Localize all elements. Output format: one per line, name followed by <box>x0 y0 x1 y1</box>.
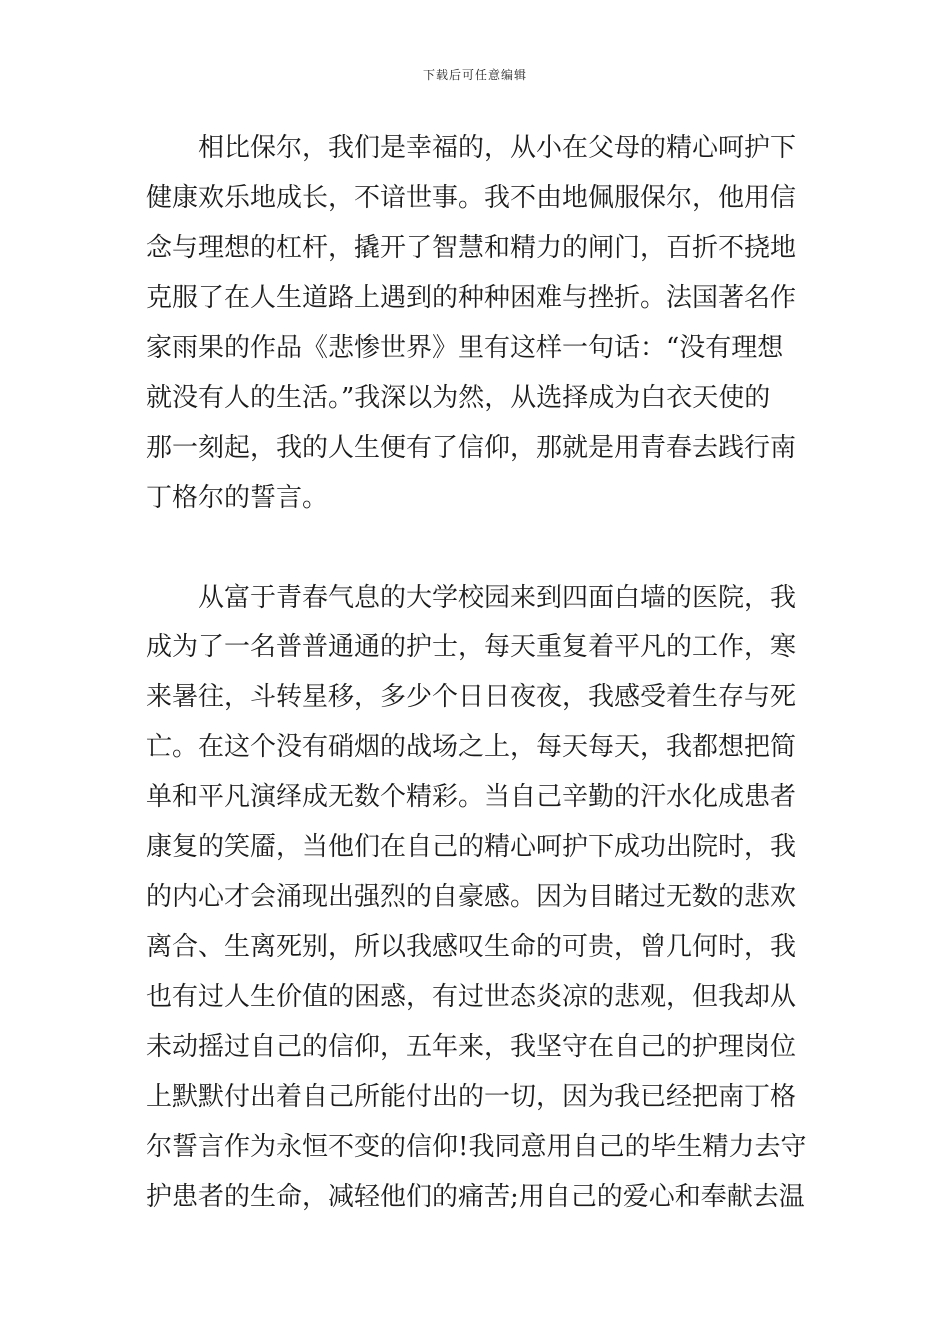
paragraph-2-line: 从富于青春气息的大学校园来到四面白墙的医院，我 <box>198 583 797 613</box>
paragraph-2-line: 来暑往，斗转星移，多少个日日夜夜，我感受着生存与死 <box>146 682 797 712</box>
paragraph-1-line: 相比保尔，我们是幸福的，从小在父母的精心呵护下 <box>198 133 797 163</box>
paragraph-1-line: 家雨果的作品《悲惨世界》里有这样一句话：“没有理想 <box>146 333 784 363</box>
paragraph-2-line: 未动摇过自己的信仰，五年来，我坚守在自己的护理岗位 <box>146 1032 797 1062</box>
paragraph-2-line: 单和平凡演绎成无数个精彩。当自己辛勤的汗水化成患者 <box>146 782 797 812</box>
page-header: 下载后可任意编辑 <box>422 68 527 82</box>
paragraph-2-line: 的内心才会涌现出强烈的自豪感。因为目睹过无数的悲欢 <box>146 882 797 912</box>
paragraph-2-line: 尔誓言作为永恒不变的信仰!我同意用自己的毕生精力去守 <box>146 1132 807 1162</box>
paragraph-1-line: 健康欢乐地成长，不谙世事。我不由地佩服保尔，他用信 <box>146 183 797 213</box>
paragraph-2-line: 上默默付出着自己所能付出的一切，因为我已经把南丁格 <box>146 1082 797 1112</box>
paragraph-1-line: 克服了在人生道路上遇到的种种困难与挫折。法国著名作 <box>146 283 797 313</box>
paragraph-1-line: 念与理想的杠杆，撬开了智慧和精力的闸门，百折不挠地 <box>146 233 797 263</box>
paragraph-2-line: 离合、生离死别，所以我感叹生命的可贵，曾几何时，我 <box>146 932 797 962</box>
paragraph-1-line: 那一刻起，我的人生便有了信仰，那就是用青春去践行南 <box>146 433 797 463</box>
paragraph-2-line: 亡。在这个没有硝烟的战场之上，每天每天，我都想把简 <box>146 732 797 762</box>
paragraph-2-line: 护患者的生命，减轻他们的痛苦;用自己的爱心和奉献去温 <box>146 1182 805 1212</box>
paragraph-2-line: 康复的笑靥，当他们在自己的精心呵护下成功出院时，我 <box>146 832 797 862</box>
paragraph-1-line: 丁格尔的誓言。 <box>146 483 329 513</box>
paragraph-2-line: 成为了一名普普通通的护士，每天重复着平凡的工作，寒 <box>146 632 797 662</box>
paragraph-2-line: 也有过人生价值的困惑，有过世态炎凉的悲观，但我却从 <box>146 982 797 1012</box>
paragraph-1-line: 就没有人的生活。”我深以为然，从选择成为白衣天使的 <box>146 383 771 413</box>
